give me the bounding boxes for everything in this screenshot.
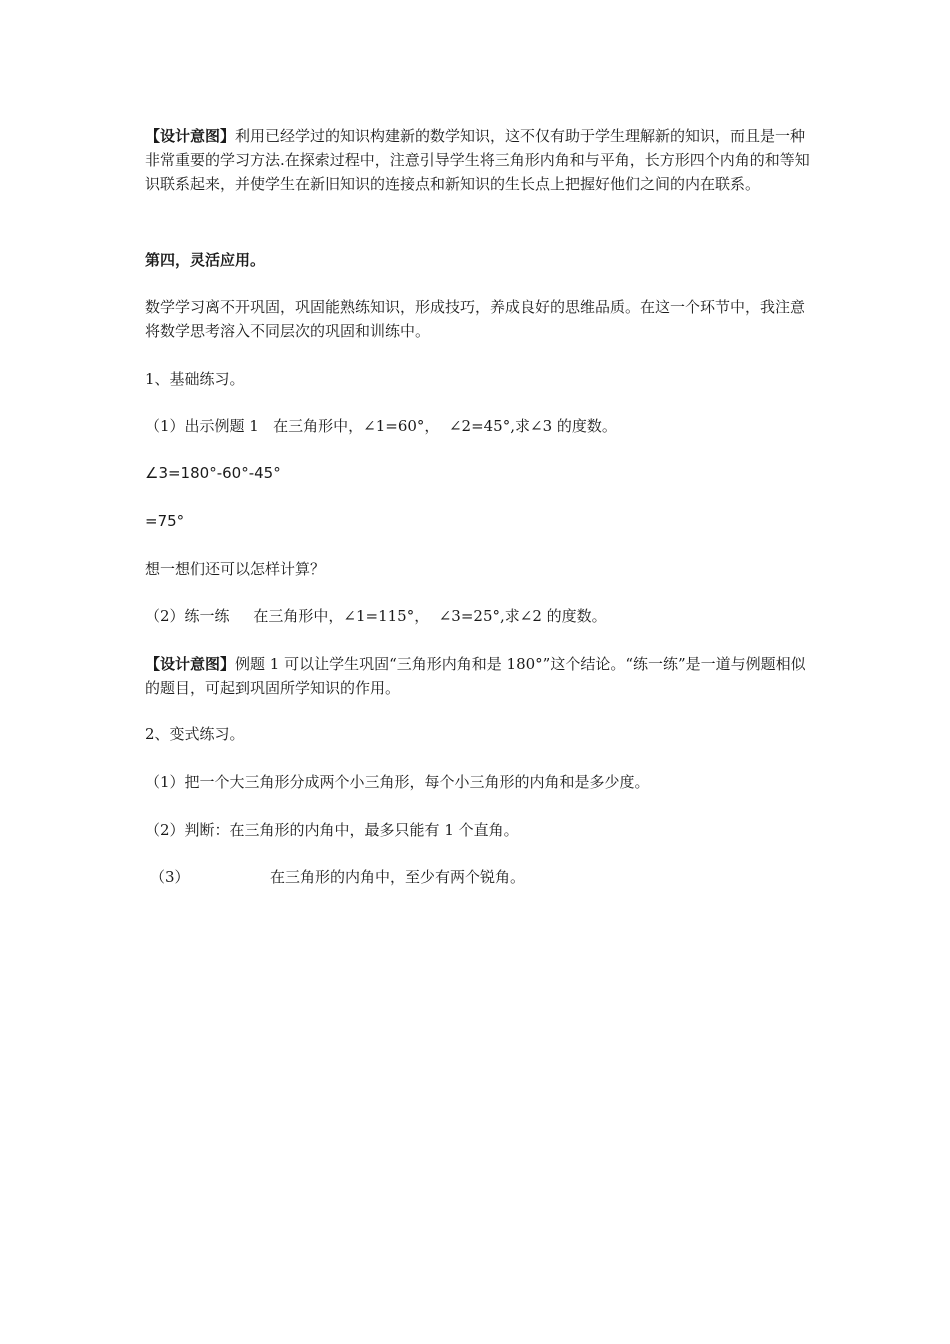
variant-item-3-text: 在三角形的内角中，至少有两个锐角。: [270, 868, 526, 886]
section-heading: 第四，灵活应用。: [145, 251, 266, 269]
intro-paragraph: 数学学习离不开巩固，巩固能熟练知识，形成技巧，养成良好的思维品质。在这一个环节中，我注意将数学思考溶入不同层次的巩固和训练中。: [145, 298, 806, 340]
calculation-line-2: =75°: [145, 512, 185, 530]
example-1: （1）出示例题 1 在三角形中，∠1=60°， ∠2=45°,求∠3 的度数。: [145, 417, 617, 435]
think-question: 想一想们还可以怎样计算？: [145, 560, 326, 578]
design-intent-text: 利用已经学过的知识构建新的数学知识，这不仅有助于学生理解新的知识，而且是一种非常重要的学习方法.在探索过程中，注意引导学生将三角形内角和与平角，长方形四个内角的和等知识联系起来，并使学生在新旧知识的连接点和新知识的生长点上把握好他们之间的内在联系。: [145, 127, 810, 193]
design-intent-paragraph-1: [145, 124, 810, 196]
variant-item-1: （1）把一个大三角形分成两个小三角形，每个小三角形的内角和是多少度。: [145, 773, 650, 791]
calculation-line-1: ∠3=180°-60°-45°: [145, 464, 281, 482]
design-intent-paragraph-2: [145, 652, 810, 700]
design-intent-marker: 【设计意图】: [145, 127, 236, 145]
design-intent-marker: 【设计意图】: [145, 655, 236, 673]
variant-practice-heading: 2、变式练习。: [145, 725, 245, 743]
practice-exercise: （2）练一练 在三角形中，∠1=115°， ∠3=25°,求∠2 的度数。: [145, 607, 607, 625]
basic-practice-heading: 1、基础练习。: [145, 370, 245, 388]
variant-item-2: （2）判断：在三角形的内角中，最多只能有 1 个直角。: [145, 821, 519, 839]
design-intent-text: 例题 1 可以让学生巩固“三角形内角和是 180°”这个结论。“练一练”是一道与例题相似的题目，可起到巩固所学知识的作用。: [145, 655, 806, 697]
variant-item-3-number: （3）: [150, 868, 190, 886]
